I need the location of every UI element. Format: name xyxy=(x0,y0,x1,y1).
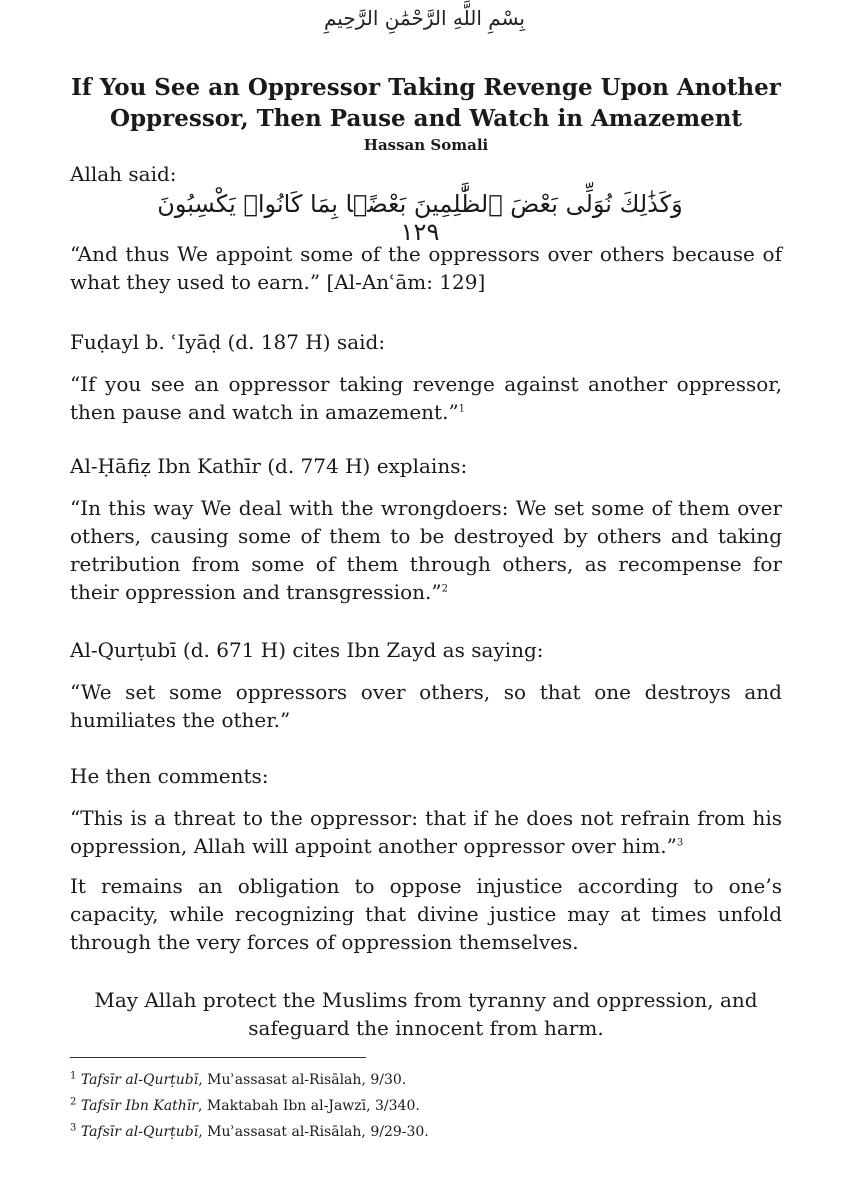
closing-line-2: safeguard the innocent from harm. xyxy=(248,1016,604,1040)
footnote-ref-3: 3 xyxy=(676,837,684,849)
basmala: بِسْمِ اللَّهِ الرَّحْمَٰنِ الرَّحِيمِ xyxy=(323,6,525,30)
comment-intro: He then comments: xyxy=(70,764,269,788)
title-line-1: If You See an Oppressor Taking Revenge Upon Another xyxy=(71,74,781,101)
footnote-ref-1: 1 xyxy=(458,403,466,415)
footnote-num: 1 xyxy=(70,1070,77,1082)
footnote-1 xyxy=(70,1070,406,1090)
footnote-ref-2: 2 xyxy=(441,583,448,595)
fudayl-quote-text: “If you see an oppressor taking revenge against another oppressor, then pause and watch in amazement.” xyxy=(70,372,782,424)
footnote-2 xyxy=(70,1096,420,1116)
closing-line-1: May Allah protect the Muslims from tyranny and oppression, and xyxy=(94,988,758,1012)
qurtubi-quote: “We set some oppressors over others, so that one destroys and humiliates the other.” xyxy=(70,680,782,732)
ibn-kathir-quote-text: “In this way We deal with the wrongdoers: We set some of them over others, causing some of them to be destroyed by others and taking retribution from some of them through others, as recompense for their oppression and transgression.” xyxy=(70,496,782,604)
fudayl-quote xyxy=(70,370,782,426)
allah-said: Allah said: xyxy=(70,162,177,186)
footnote-3 xyxy=(70,1122,429,1142)
footnote-num: 2 xyxy=(70,1096,77,1108)
footnote-num: 3 xyxy=(70,1122,77,1134)
fudayl-intro: Fuḍayl b. ʿIyāḍ (d. 187 H) said: xyxy=(70,330,386,354)
comment-quote-text: “This is a threat to the oppressor: that if he does not refrain from his oppression, Allah will appoint another oppressor over him.” xyxy=(70,806,782,858)
qurtubi-intro: Al-Qurṭubī (d. 671 H) cites Ibn Zayd as saying: xyxy=(70,638,544,662)
footnote-title: Tafsīr al-Qurṭubī xyxy=(80,1124,199,1140)
page-title xyxy=(70,72,782,134)
footnote-divider xyxy=(70,1057,366,1058)
ibn-kathir-intro: Al-Ḥāfiẓ Ibn Kathīr (d. 774 H) explains: xyxy=(70,454,468,478)
footnote-rest: , Maktabah Ibn al-Jawzī, 3/340. xyxy=(198,1098,420,1114)
title-line-2: Oppressor, Then Pause and Watch in Amazement xyxy=(109,105,743,132)
arabic-verse: وَكَذَٰلِكَ نُوَلِّى بَعْضَ ٱلظَّٰلِمِينَ بَعْضًۢا بِمَا كَانُوا۟ يَكْسِبُونَ ١٢٩ xyxy=(157,190,683,246)
footnote-rest: , Muʾassasat al-Risālah, 9/30. xyxy=(198,1072,407,1088)
closing-prayer xyxy=(70,986,782,1042)
footnote-title: Tafsīr al-Qurṭubī xyxy=(80,1072,199,1088)
footnote-title: Tafsīr Ibn Kathīr xyxy=(80,1098,198,1114)
comment-quote xyxy=(70,804,782,860)
verse-translation: “And thus We appoint some of the oppressors over others because of what they used to earn.” [Al-Anʿām: 129] xyxy=(70,242,782,294)
author: Hassan Somali xyxy=(363,136,489,154)
footnote-rest: , Muʾassasat al-Risālah, 9/29-30. xyxy=(198,1124,429,1140)
ibn-kathir-quote xyxy=(70,494,782,606)
remains-paragraph: It remains an obligation to oppose injustice according to one’s capacity, while recognizing that divine justice may at times unfold through the very forces of oppression themselves. xyxy=(70,874,782,954)
